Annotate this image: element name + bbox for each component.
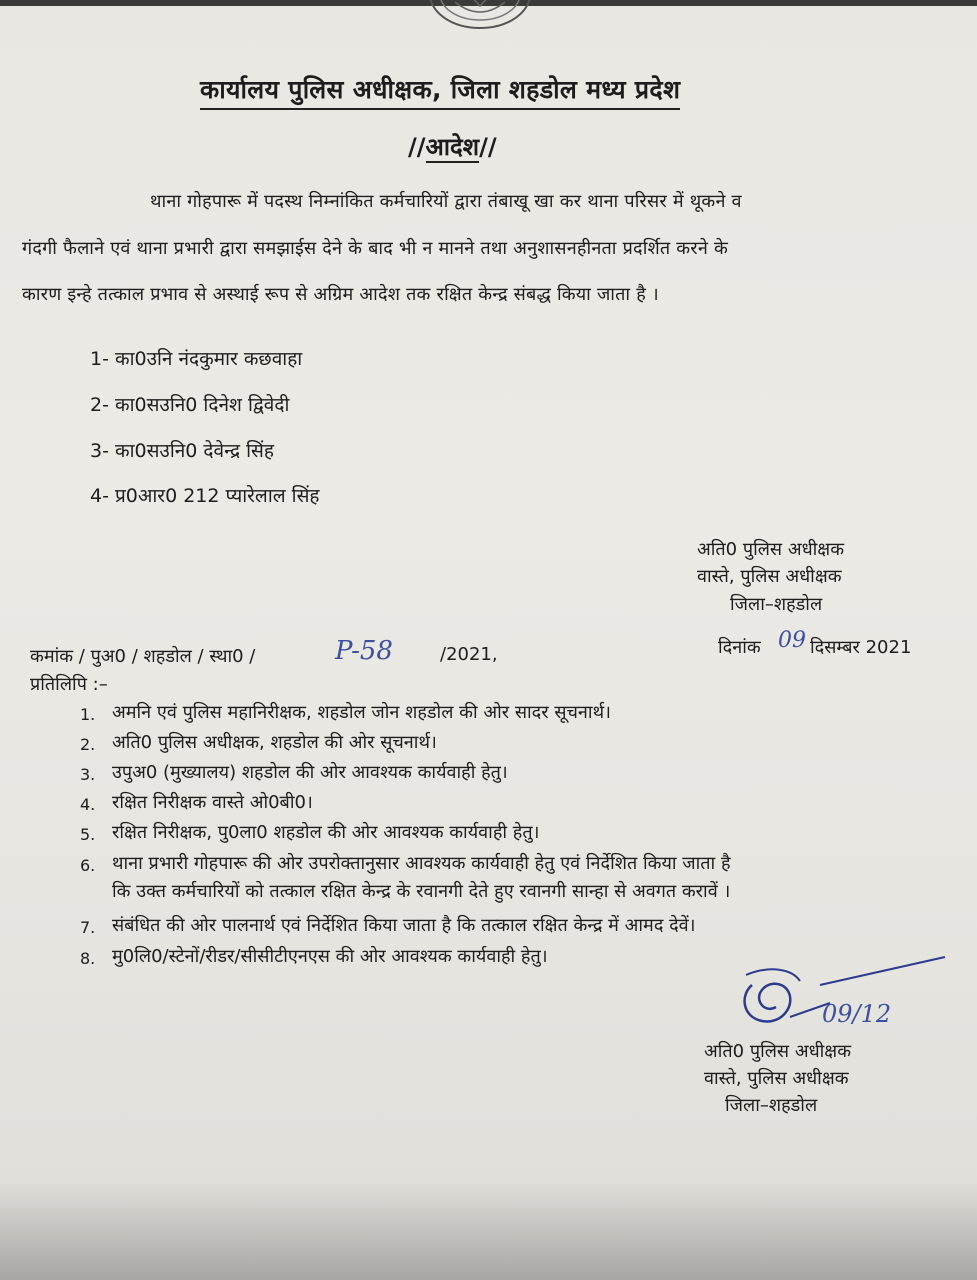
date-handwritten-day: 09 — [778, 628, 806, 653]
copy-line: थाना प्रभारी गोहपारू की ओर उपरोक्तानुसार आवश्यक कार्यवाही हेतु एवं निर्देशित किया जाता है — [112, 853, 731, 874]
copy-line: संबंधित की ओर पालनार्थ एवं निर्देशित किया जाता है कि तत्काल रक्षित केन्द्र में आमद देवें। — [112, 915, 696, 936]
copy-number: 1. — [80, 705, 96, 724]
date-label: दिनांक — [718, 637, 761, 658]
copy-number: 6. — [80, 856, 96, 875]
photo-bottom-shadow — [0, 1180, 977, 1280]
signatory-designation: अति0 पुलिस अधीक्षक — [704, 1041, 852, 1062]
copy-number: 5. — [80, 825, 96, 844]
copy-line: अमनि एवं पुलिस महानिरीक्षक, शहडोल जोन शहडोल की ओर सादर सूचनार्थ। — [112, 702, 611, 723]
signatory-designation: अति0 पुलिस अधीक्षक — [697, 539, 845, 560]
copy-line: रक्षित निरीक्षक, पु0ला0 शहडोल की ओर आवश्यक कार्यवाही हेतु। — [112, 822, 540, 843]
employee-item: 3- का0सउनि0 देवेन्द्र सिंह — [90, 440, 274, 462]
signatory-on-behalf: वास्ते, पुलिस अधीक्षक — [704, 1068, 849, 1089]
copy-line: अति0 पुलिस अधीक्षक, शहडोल की ओर सूचनार्थ। — [112, 732, 437, 753]
body-line-2: गंदगी फैलाने एवं थाना प्रभारी द्वारा समझाईस देने के बाद भी न मानने तथा अनुशासनहीनता प्रदर्शित करने के — [22, 238, 728, 259]
reference-prefix: कमांक / पुअ0 / शहडोल / स्था0 / — [30, 646, 256, 667]
copy-number: 2. — [80, 735, 96, 754]
reference-year: /2021, — [440, 644, 498, 665]
date-rest: दिसम्बर 2021 — [810, 637, 912, 658]
signature-date: 09/12 — [822, 1000, 892, 1028]
order-heading — [408, 130, 497, 163]
employee-item: 4- प्र0आर0 212 प्यारेलाल सिंह — [90, 485, 320, 507]
copy-number: 7. — [80, 918, 96, 937]
emblem-seal-icon — [425, 0, 535, 30]
employee-item: 1- का0उनि नंदकुमार कछवाहा — [90, 348, 303, 370]
order-suffix: // — [479, 133, 497, 161]
reference-handwritten-number: P-58 — [335, 636, 393, 666]
body-line-1: थाना गोहपारू में पदस्थ निम्नांकित कर्मचारियों द्वारा तंबाखू खा कर थाना परिसर में थूकने व — [150, 191, 742, 212]
signatory-on-behalf: वास्ते, पुलिस अधीक्षक — [697, 566, 842, 587]
copy-number: 3. — [80, 765, 96, 784]
signatory-district: जिला–शहडोल — [725, 1095, 818, 1116]
copy-line: मु0लि0/स्टेनों/रीडर/सीसीटीएनएस की ओर आवश्यक कार्यवाही हेतु। — [112, 946, 548, 967]
copy-label: प्रतिलिपि :– — [30, 674, 108, 695]
copy-line: उपुअ0 (मुख्यालय) शहडोल की ओर आवश्यक कार्यवाही हेतु। — [112, 762, 508, 783]
copy-line: रक्षित निरीक्षक वास्ते ओ0बी0। — [112, 792, 313, 813]
body-line-3: कारण इन्हे तत्काल प्रभाव से अस्थाई रूप से अग्रिम आदेश तक रक्षित केन्द्र संबद्ध किया जाता है । — [22, 284, 659, 305]
copy-number: 4. — [80, 795, 96, 814]
signatory-district: जिला–शहडोल — [730, 594, 823, 615]
office-title: कार्यालय पुलिस अधीक्षक, जिला शहडोल मध्य प्रदेश — [200, 72, 680, 110]
order-word: आदेश — [425, 133, 480, 161]
employee-item: 2- का0सउनि0 दिनेश द्विवेदी — [90, 394, 290, 416]
order-prefix: // — [408, 133, 426, 161]
copy-line: कि उक्त कर्मचारियों को तत्काल रक्षित केन्द्र के रवानगी देते हुए रवानगी सान्हा से अवगत करावें । — [112, 881, 731, 902]
copy-number: 8. — [80, 949, 96, 968]
